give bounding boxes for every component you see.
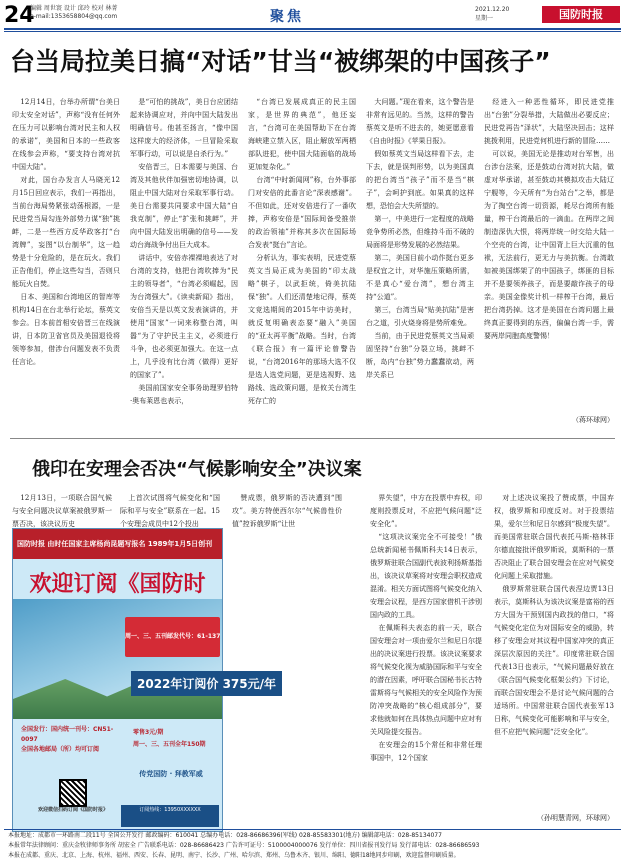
footer	[8, 831, 620, 861]
ad-info	[21, 725, 121, 755]
ad-subscription-price: 2022年订阅价 375元/年	[131, 671, 282, 696]
paragraph: 12月13日，一项联合国气候与安全问题决议草案被俄罗斯一票否决，该决议历史	[12, 494, 112, 528]
ad-retail-info	[133, 727, 219, 751]
article1-byline: （蒋环球网）	[572, 416, 614, 424]
paragraph: 讲话中，安倍赤裸裸地表达了对台湾的支持，他把台湾吹捧为“民主的领导者”，“台湾必须崛起，因为台湾强大”。《读卖新闻》指出，安倍当天是以英文发表演讲的，并使用“国家”一词来称整台湾，叫嚣“为了守护民主主义，必须进行斗争，也必须更加强大。在这一点上，几乎没有比台湾（做得）更好的国家了”。	[130, 254, 238, 379]
paragraph: 分析认为，事实表明，民进党蔡英文当局正成为美国的“印太战略”棋子，以武拒统，倚美抗陆保“独”。人们还清楚地记得，蔡英文竞选期间的2015年中访美时，就反复明确表态要“融入”美国的“亚太再平衡”战略。当时，台湾《联合报》有一篇评论曾警告说，“台湾2016年的那场大选不仅是选人选党问题，更是选视野、选路线、选政策问题，是攸关台湾生死存亡的	[248, 254, 356, 405]
footer-line: 本报常年法律顾问：重庆金牧律师事务所 胡宏全 广告联系电话：028-86686423 广告许可证号：5100004000076 发行单位：四川省报刊发行局 发行部电话：028-86686593	[8, 842, 480, 849]
paragraph: 第二，美国目前小动作挺台更多是权宜之计，对华施压策略所需，不是真心“爱台湾”，想台湾主持“公道”。	[366, 254, 474, 301]
paragraph: 在安理会的15个常任和非常任理事国中，12个国家	[370, 741, 482, 762]
article1-column-2	[130, 96, 238, 426]
editor-credits	[30, 5, 150, 21]
footer-rule	[4, 829, 621, 830]
paragraph: 12月14日，台举办所谓“台美日印太安全对话”，声称“没有任何外在压力可以影响台湾对民主和人权的承诺”，美国和日本的一些政客在线参会声称，“要支持台湾对抗中国大陆”。	[12, 98, 120, 171]
article-divider	[10, 438, 615, 439]
header-rule-thin	[4, 31, 621, 32]
qr-code-icon[interactable]	[59, 779, 87, 807]
article1-column-5	[484, 96, 614, 414]
page-number: 24	[4, 3, 35, 28]
article2-column-4	[370, 492, 482, 824]
paragraph: 经进入一种恶性循环，即民进党推出“台独”分裂举措，大陆做出必要反应；民进党再告“泽状”，大陆坚决回击；这样挑拨利用，民进党何机进行新的冒险……	[484, 98, 614, 145]
paragraph: 可以说，美国无论是推动对台军售，出台涉台法案，还是鼓动台湾对抗大陆，做虚对华承诺，甚至鼓动其模拟攻击大陆辽宁舰等，今天所有“为台站台”之举，都是为了掏空台湾一切资源，耗尽台湾所有能量，榨干台湾最后的一滴血。在两岸之间制造深仇大恨，将两岸统一时交给大陆一个空壳的台湾，让中国背上巨大沉重的包袱，无法前行，更无力与美抗衡。台湾敢如被美国绑架了的中国孩子，绑匪的目标并不是要领养孩子，而是要敲诈孩子的母亲。美国金像奖计机一样榨干台湾，最后把台湾扔掉。这才是美国在台湾问题上最终真正要得到的东西，偏偏台湾一手，需要两岸同胞高度警惕！	[484, 150, 614, 340]
paragraph: 大问题。”现在看来，这个警告是非常有远见的。当然，这样的警告蔡英文是听不进去的，她更愿意看《自由时报》《苹果日报》。	[366, 98, 474, 145]
ad-info-line: 全国各地邮局（所）均可订阅	[21, 746, 100, 753]
paragraph: 日本、美国和台湾地区的智库等机构14日在台北举行论坛，蔡英文参会。日本前首相安倍晋三在线演讲，日本防卫省官员及美国退役将领等参加，借涉台问题发表不负责任言论。	[12, 293, 120, 366]
paragraph: 上首次试图将气候变化和“国际和平与安全”联系在一起。15个安理会成员中12个投出	[120, 494, 220, 528]
article1-column-1	[12, 96, 120, 426]
paragraph: 对上述决议案投了赞成票，中国弃权，俄罗斯和印度反对。对于投票结果，爱尔兰和尼日尔感到“极度失望”。而美国常驻联合国代表托马斯-格林菲尔德直接批评俄罗斯说，莫斯科的一票否决阻止了联合国安理会在应对气候变化问题上采取措施。	[494, 494, 614, 580]
paragraph: “台湾已发展成真正的民主国家，是世界的典范”，他还妄言，“台湾可在美国帮助下在台湾海峡建立禁入区，阻止解放军两栖部队进犯，使中国大陆面临的战场更加复杂化。”	[248, 98, 356, 171]
article2-column-1	[12, 492, 112, 528]
ad-info-line: 全国发行：国内统一刊号：CN51-0097	[21, 726, 114, 743]
ad-top-banner: 国防时报 由时任国家主席杨尚昆题写报名 1989年1月5日创刊	[13, 529, 222, 559]
ad-postal-code: 周一、三、五刊邮发代号：61-137	[125, 617, 220, 657]
article2-headline: 俄印在安理会否决“气候影响安全”决议案	[32, 459, 362, 480]
date-block	[475, 5, 509, 23]
paragraph: 界失望”，中方在投票中弃权，印度则投票反对，不应把气候问题“泛安全化”。	[370, 494, 482, 528]
paragraph: 赞成票，俄罗斯的否决遭到“围攻”。美方特使西尔尔“气候兽性价值”控诉俄罗斯“让世	[232, 494, 342, 528]
ad-retail-line: 周一、三、五刊全年150期	[133, 741, 206, 748]
article1-column-3	[248, 96, 356, 426]
issue-date: 2021.12.20	[475, 6, 510, 13]
footer-line: 本报在成都、重庆、北京、上海、杭州、福州、西安、长春、昆明、南宁、长沙、广州、哈尔滨、郑州、乌鲁木齐、银川、绵阳、德阳18地同步印刷，欢迎监督印刷质量。	[8, 852, 460, 859]
article1-column-4	[366, 96, 474, 426]
paragraph: 当前，由于民进党蔡英文当局顽固坚持“台独”分裂立场，挑衅不断，岛内“台独”势力蠢蠢欲动，两岸关系已	[366, 332, 474, 379]
paragraph: 美国前国家安全事务助理罗伯特·奥布莱恩也表示，	[130, 384, 238, 405]
article2-column-3	[232, 492, 342, 528]
paragraph: 第三，台湾当局“贴美抗陆”是害台之道，引火烧身将是势所难免。	[366, 306, 474, 327]
paragraph: 在佩斯科夫表态的前一天，联合国安理会对一项由爱尔兰和尼日尔提出的决议案进行投票。该决议案要求将气候变化视为威胁国际和平与安全的潜在因素，呼吁联合国秘书长古特雷斯将与气候相关的安全风险作为预防冲突战略的“核心组成部分”，要求他就如何在具体热点问题中应对有关风险提交报告。	[370, 624, 482, 736]
paragraph: 俄罗斯常驻联合国代表涅边贾13日表示，莫斯科认为该决议案是富裕的西方大国为干预别国内政找的借口，“将气候变化定位为对国际安全的威胁，转移了安理会对其议程中国家冲突的真正深层次原因的关注”。印度常驻联合国代表13日也表示，“气候问题最好放在《联合国气候变化框架公约》下讨论，而联合国安理会不是讨论气候问题的合适场所。中国常驻联合国代表张军13日称，气候变化可能影响和平与安全，但不应把气候问题“泛安全化”。	[494, 585, 614, 736]
article2-byline: （孙明慧青网，环球网）	[537, 814, 614, 822]
ad-slogan: 传党国防 · 拜教军威	[139, 770, 203, 778]
issue-weekday: 星期一	[475, 15, 494, 22]
footer-line: 本报地址：成都市一环路南二段11号 全国公开发行 邮政编码：610041 总编办电话：028-86686396(军线) 028-85583301(地方) 编辑部电话：028-85134077	[8, 832, 442, 839]
qr-code-label: 欢迎微信扫码订阅《国防时报》	[37, 807, 108, 813]
paragraph: 安倍晋三，日本需要与美国、台湾及其他伙伴加强密切地协调，以阻止中国大陆对台采取军事行动。美日台需要共同要求中国大陆“自我克制”，停止“扩张和挑衅”，并向中国大陆发出明确的信号——发动台海战争付出巨大成本。	[130, 163, 238, 249]
paragraph: 第一，中美进行一定程度的战略竞争势所必然，但维持斗而不破的局面将是形势发展的必然结果。	[366, 215, 474, 249]
editors-line: 编辑 周世寰 设计 邱玲 校对 林菁	[30, 5, 118, 12]
article2-column-5	[494, 492, 614, 812]
masthead-logo: 国防时报	[542, 6, 620, 23]
paragraph: 假如蔡英文当局这样看下去，走下去，就是误判形势，以为美国真的把台湾当“孩子”而不是当“棋子”，会呵护到底。如果真的这样想，恐怕会大失所望的。	[366, 150, 474, 210]
ad-hotline: 订阅热线：13950XXXXXX	[121, 805, 219, 827]
header-rule	[4, 28, 621, 30]
paragraph: 对此，国台办发言人马晓光12月15日回应表示，我们一再指出，当前台海局势紧张动荡根源，一是民进党当局勾连外部势力谋“独”挑衅，二是一些西方反华政客打“台湾牌”，妄图“以台制华”，这一趋势是十分危险的，是在玩火。我们正告他们，停止这些勾当，否则只能玩火自焚。	[12, 176, 120, 288]
subscription-advertisement	[12, 528, 277, 832]
ad-title: 欢迎订阅《国防时	[29, 572, 206, 597]
ad-retail-line: 零售3元/期	[133, 729, 164, 736]
email-line: e-mail:1353658804@qq.com	[30, 13, 118, 20]
section-title: 聚焦	[270, 9, 304, 25]
paragraph: 台湾“中时新闻网”称，台外事部门对安倍的此番言论“深表感谢”。不但如此，还对安倍进行了一番吹捧，声称安倍是“国际间备受推崇的政治领袖”并称其多次在国际场合发表“挺台”言论。	[248, 176, 356, 249]
article1-headline: 台当局拉美日搞“对话”甘当“被绑架的中国孩子”	[10, 47, 551, 76]
paragraph: “这项决议案完全不可接受！”俄总统新闻秘书佩斯科夫14日表示，俄罗斯驻联合国副代表波利扬斯基指出，该决议草案将对安理会职权造成混淆。相关方面试图将气候变化纳入安理会议程，是西方国家借机干涉别国内政的工具。	[370, 533, 482, 619]
paragraph: 是“可怕的挑战”，美日台应团结起来协调应对，并向中国大陆发出明确信号。他甚至扬言，“像中国这样庞大的经济体，一旦冒险采取军事行动，可以说是自杀行为。”	[130, 98, 238, 158]
article2-column-2	[120, 492, 220, 528]
